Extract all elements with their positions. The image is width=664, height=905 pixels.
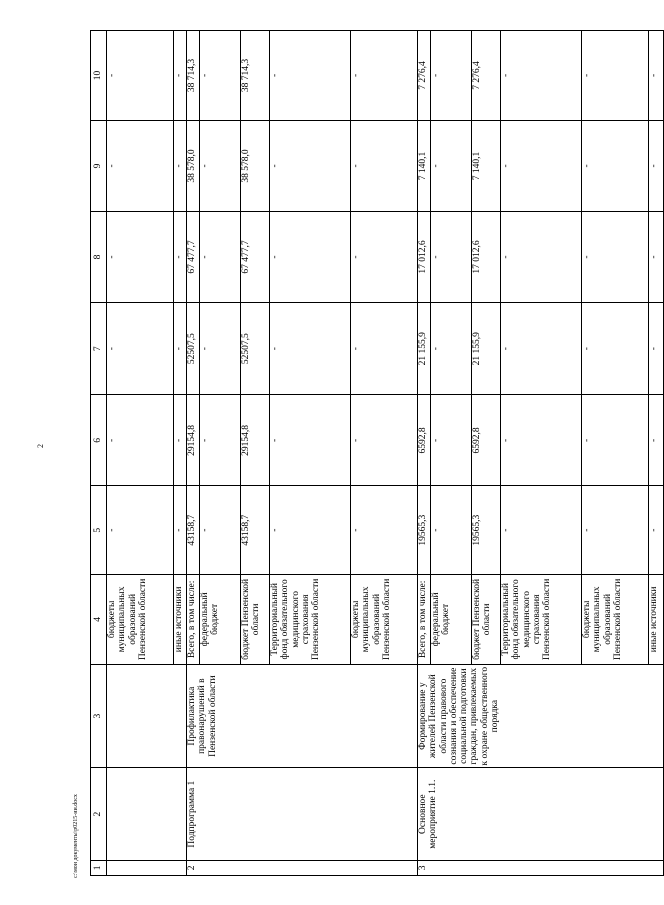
column-header: 10 (91, 31, 107, 121)
goal-cell (107, 664, 187, 768)
value-cell: - (107, 31, 174, 121)
value-cell: - (174, 211, 187, 302)
value-cell: - (649, 120, 664, 211)
value-cell: - (582, 486, 649, 575)
name-cell: Подпрограмма 1 (187, 768, 418, 860)
value-cell: 29154,8 (241, 395, 270, 486)
value-cell: 38 578,0 (241, 120, 270, 211)
value-cell: - (501, 395, 582, 486)
page-number: 2 (36, 444, 45, 448)
value-cell: - (270, 211, 351, 302)
funding-source-cell: бюджеты муниципальных образований Пензенской области (107, 574, 174, 664)
column-header: 5 (91, 486, 107, 575)
value-cell: 38 578,0 (187, 120, 200, 211)
column-header: 8 (91, 211, 107, 302)
value-cell: - (649, 486, 664, 575)
value-cell: - (270, 303, 351, 395)
value-cell: - (200, 303, 241, 395)
goal-cell: Профилактика правонарушений в Пензенской области (187, 664, 418, 768)
value-cell: 38 714,3 (241, 31, 270, 121)
value-cell: - (270, 486, 351, 575)
funding-source-cell: федеральный бюджет (431, 574, 472, 664)
value-cell: - (431, 486, 472, 575)
value-cell: - (351, 31, 418, 121)
row-number-cell: 2 (187, 860, 418, 875)
value-cell: - (200, 211, 241, 302)
value-cell: - (501, 31, 582, 121)
funding-source-cell: бюджет Пензенской области (472, 574, 501, 664)
value-cell: - (270, 395, 351, 486)
value-cell: - (107, 211, 174, 302)
value-cell: 43158,7 (241, 486, 270, 575)
value-cell: - (582, 303, 649, 395)
value-cell: 29154,8 (187, 395, 200, 486)
row-number-cell: 3 (418, 860, 664, 875)
value-cell: - (174, 395, 187, 486)
value-cell: - (431, 303, 472, 395)
value-cell: - (431, 211, 472, 302)
value-cell: 7 140,1 (472, 120, 501, 211)
value-cell: - (351, 486, 418, 575)
funding-source-cell: Всего, в том числе: (418, 574, 431, 664)
value-cell: 7 276,4 (472, 31, 501, 121)
value-cell: 67 477,7 (187, 211, 200, 302)
value-cell: - (200, 31, 241, 121)
program-funding-table-wrapper (90, 30, 659, 876)
value-cell: - (174, 120, 187, 211)
name-cell (107, 768, 187, 860)
value-cell: 43158,7 (187, 486, 200, 575)
value-cell: - (107, 303, 174, 395)
column-number-row (91, 31, 107, 876)
value-cell: 38 714,3 (187, 31, 200, 121)
value-cell: 6592,8 (418, 395, 431, 486)
value-cell: - (501, 303, 582, 395)
value-cell: - (649, 31, 664, 121)
value-cell: 7 140,1 (418, 120, 431, 211)
funding-source-cell: иные источники (649, 574, 664, 664)
value-cell: 19565,3 (418, 486, 431, 575)
value-cell: - (501, 120, 582, 211)
column-header: 9 (91, 120, 107, 211)
value-cell: - (270, 120, 351, 211)
value-cell: - (351, 303, 418, 395)
table-row (107, 31, 174, 876)
value-cell: - (582, 31, 649, 121)
funding-source-cell: Территориальный фонд обязательного медицинского страхования Пензенской области (501, 574, 582, 664)
value-cell: 7 276,4 (418, 31, 431, 121)
value-cell: - (582, 120, 649, 211)
value-cell: - (174, 303, 187, 395)
name-cell: Основное мероприятие 1.1. (418, 768, 664, 860)
value-cell: - (501, 486, 582, 575)
table-row (418, 31, 431, 876)
value-cell: 6592,8 (472, 395, 501, 486)
value-cell: - (582, 395, 649, 486)
funding-source-cell: бюджеты муниципальных образований Пензенской области (351, 574, 418, 664)
value-cell: - (431, 120, 472, 211)
funding-source-cell: бюджеты муниципальных образований Пензенской области (582, 574, 649, 664)
value-cell: - (501, 211, 582, 302)
value-cell: - (351, 211, 418, 302)
value-cell: - (174, 486, 187, 575)
value-cell: - (431, 31, 472, 121)
value-cell: 52507,5 (187, 303, 200, 395)
value-cell: 19565,3 (472, 486, 501, 575)
value-cell: - (351, 395, 418, 486)
value-cell: - (431, 395, 472, 486)
row-number-cell (107, 860, 187, 875)
funding-source-cell: иные источники (174, 574, 187, 664)
value-cell: - (649, 211, 664, 302)
value-cell: 52507,5 (241, 303, 270, 395)
column-header: 4 (91, 574, 107, 664)
goal-cell: Формирование у жителей Пензенской области правового сознания и обеспечение социальной подготовки граждан, привлекаемых к охране общественного порядка (418, 664, 664, 768)
column-header: 6 (91, 395, 107, 486)
value-cell: - (107, 120, 174, 211)
value-cell: 67 477,7 (241, 211, 270, 302)
value-cell: - (351, 120, 418, 211)
value-cell: - (200, 486, 241, 575)
value-cell: 21 155,9 (472, 303, 501, 395)
value-cell: 17 012,6 (472, 211, 501, 302)
value-cell: - (174, 31, 187, 121)
value-cell: - (200, 120, 241, 211)
column-header: 3 (91, 664, 107, 768)
value-cell: - (649, 395, 664, 486)
column-header: 7 (91, 303, 107, 395)
program-funding-table (90, 30, 664, 876)
funding-source-cell: бюджет Пензенской области (241, 574, 270, 664)
funding-source-cell: федеральный бюджет (200, 574, 241, 664)
table-row (187, 31, 200, 876)
value-cell: 17 012,6 (418, 211, 431, 302)
value-cell: - (582, 211, 649, 302)
value-cell: - (200, 395, 241, 486)
value-cell: - (107, 486, 174, 575)
value-cell: - (107, 395, 174, 486)
footer-file-path: c:\мои документы\р0215-ии.docx (73, 794, 79, 878)
column-header: 1 (91, 860, 107, 875)
funding-source-cell: Территориальный фонд обязательного медицинского страхования Пензенской области (270, 574, 351, 664)
funding-source-cell: Всего, в том числе: (187, 574, 200, 664)
value-cell: 21 155,9 (418, 303, 431, 395)
value-cell: - (649, 303, 664, 395)
column-header: 2 (91, 768, 107, 860)
value-cell: - (270, 31, 351, 121)
